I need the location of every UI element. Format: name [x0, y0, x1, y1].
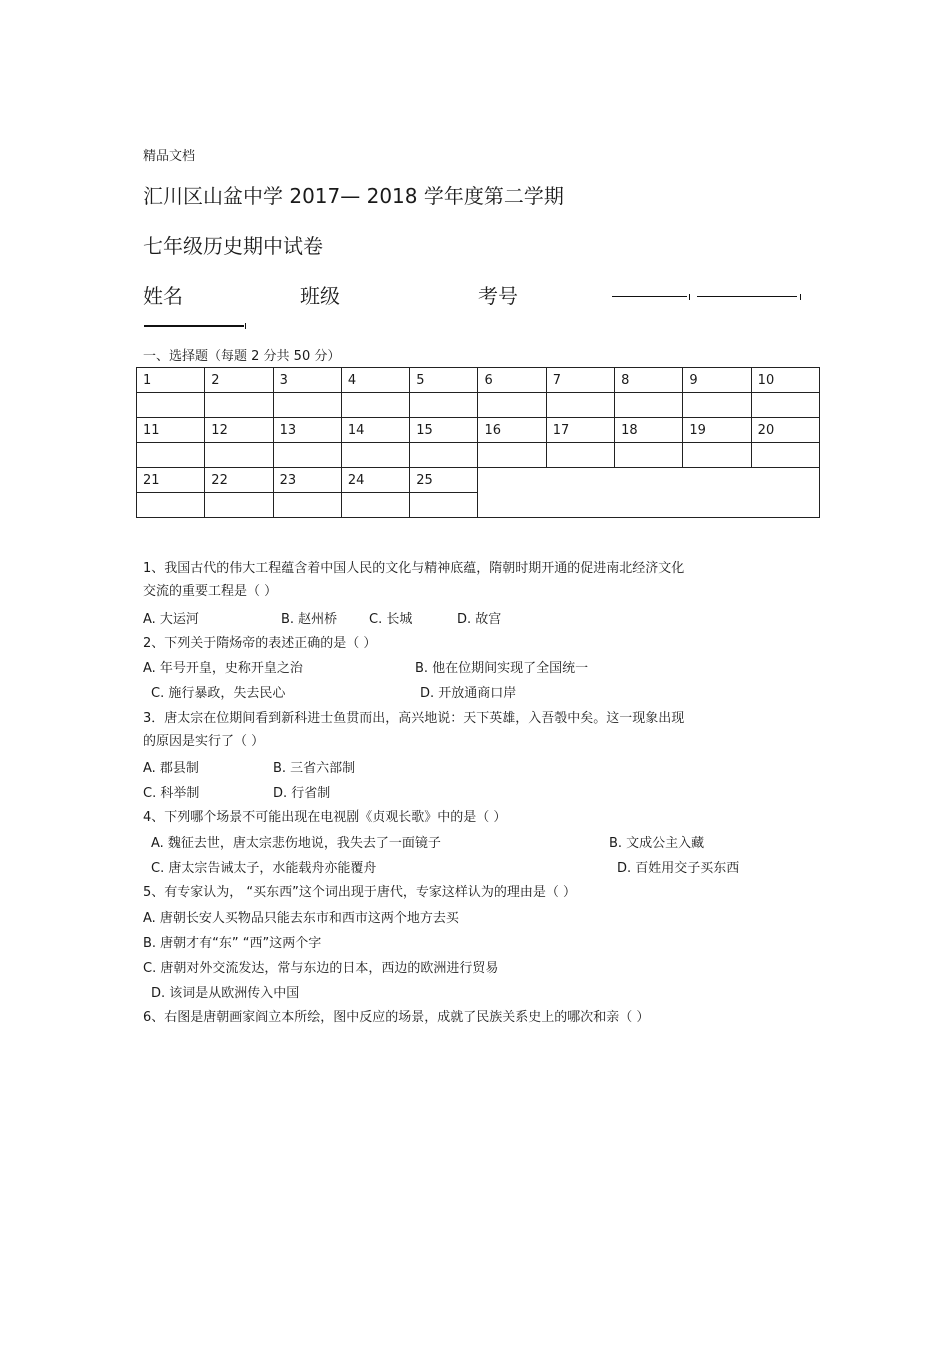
grid-number: 23	[273, 468, 341, 493]
q4-option-c: C. 唐太宗告诫太子，水能载舟亦能覆舟	[151, 861, 377, 876]
answer-cell[interactable]	[615, 443, 683, 468]
q5-option-c: C. 唐朝对外交流发达，常与东边的日本，西边的欧洲进行贸易	[143, 961, 499, 976]
answer-cell[interactable]	[751, 443, 819, 468]
grid-number: 15	[410, 418, 478, 443]
answer-cell[interactable]	[273, 443, 341, 468]
number-row	[137, 368, 820, 393]
grid-number: 18	[615, 418, 683, 443]
answer-cell[interactable]	[546, 443, 614, 468]
answer-cell[interactable]	[546, 393, 614, 418]
answer-row	[137, 393, 820, 418]
q1-stem-line1: 1、我国古代的伟大工程蕴含着中国人民的文化与精神底蕴，隋朝时期开通的促进南北经济文化	[143, 561, 685, 576]
answer-cell[interactable]	[478, 393, 546, 418]
q5-option-d: D. 该词是从欧洲传入中国	[151, 986, 300, 1001]
exam-title: 汇川区山盆中学 2017— 2018 学年度第二学期	[143, 184, 564, 208]
q3-option-c: C. 科举制	[143, 786, 200, 801]
number-label: 考号	[478, 284, 518, 308]
q4-option-d: D. 百姓用交子买东西	[617, 861, 740, 876]
answer-cell[interactable]	[615, 393, 683, 418]
grid-number: 24	[341, 468, 409, 493]
q4-stem: 4、下列哪个场景不可能出现在电视剧《贞观长歌》中的是（ ）	[143, 810, 507, 825]
grid-number: 17	[546, 418, 614, 443]
q2-option-a: A. 年号开皇，史称开皇之治	[143, 661, 303, 676]
blank-tick	[245, 323, 246, 329]
answer-cell[interactable]	[341, 393, 409, 418]
answer-cell[interactable]	[478, 443, 546, 468]
number-row	[137, 468, 820, 493]
answer-cell[interactable]	[683, 443, 751, 468]
grid-number: 3	[273, 368, 341, 393]
grid-number: 9	[683, 368, 751, 393]
q2-option-b: B. 他在位期间实现了全国统一	[415, 661, 589, 676]
watermark: 精品文档	[143, 149, 196, 164]
q3-stem-line2: 的原因是实行了（ ）	[143, 734, 265, 749]
merged-empty-cell	[478, 468, 819, 518]
q3-option-b: B. 三省六部制	[273, 761, 356, 776]
answer-cell[interactable]	[137, 493, 205, 518]
answer-cell[interactable]	[205, 493, 273, 518]
blank-line	[144, 325, 244, 327]
q4-option-b: B. 文成公主入藏	[609, 836, 705, 851]
q5-option-a: A. 唐朝长安人买物品只能去东市和西市这两个地方去买	[143, 911, 459, 926]
blank-tick	[689, 294, 690, 300]
q5-stem: 5、有专家认为， “买东西”这个词出现于唐代，专家这样认为的理由是（ ）	[143, 885, 577, 900]
blank-line	[697, 296, 797, 297]
answer-cell[interactable]	[273, 493, 341, 518]
grid-number: 25	[410, 468, 478, 493]
grid-number: 19	[683, 418, 751, 443]
answer-cell[interactable]	[205, 443, 273, 468]
grid-number: 11	[137, 418, 205, 443]
answer-cell[interactable]	[137, 443, 205, 468]
grid-number: 16	[478, 418, 546, 443]
grid-number: 10	[751, 368, 819, 393]
q1-option-a: A. 大运河	[143, 612, 199, 627]
grid-number: 4	[341, 368, 409, 393]
answer-cell[interactable]	[751, 393, 819, 418]
q3-option-a: A. 郡县制	[143, 761, 199, 776]
grid-number: 12	[205, 418, 273, 443]
q3-option-d: D. 行省制	[273, 786, 331, 801]
class-label: 班级	[300, 284, 340, 308]
grid-number: 5	[410, 368, 478, 393]
grid-number: 22	[205, 468, 273, 493]
section-heading: 一、选择题（每题 2 分共 50 分）	[143, 349, 341, 364]
answer-cell[interactable]	[683, 393, 751, 418]
q1-option-b: B. 赵州桥	[281, 612, 338, 627]
q2-option-c: C. 施行暴政，失去民心	[151, 686, 286, 701]
answer-row	[137, 443, 820, 468]
q1-option-c: C. 长城	[369, 612, 413, 627]
number-row	[137, 418, 820, 443]
exam-subtitle: 七年级历史期中试卷	[143, 234, 323, 258]
answer-cell[interactable]	[137, 393, 205, 418]
grid-number: 20	[751, 418, 819, 443]
grid-number: 21	[137, 468, 205, 493]
q5-option-b: B. 唐朝才有“东” “西”这两个字	[143, 936, 322, 951]
grid-number: 2	[205, 368, 273, 393]
answer-cell[interactable]	[273, 393, 341, 418]
answer-cell[interactable]	[410, 443, 478, 468]
answer-cell[interactable]	[341, 493, 409, 518]
q4-option-a: A. 魏征去世，唐太宗悲伤地说，我失去了一面镜子	[151, 836, 441, 851]
answer-cell[interactable]	[205, 393, 273, 418]
answer-grid	[136, 367, 820, 518]
blank-line	[612, 296, 687, 297]
q2-option-d: D. 开放通商口岸	[420, 686, 517, 701]
blank-tick	[800, 294, 801, 300]
q1-stem-line2: 交流的重要工程是（ ）	[143, 584, 278, 599]
q2-stem: 2、下列关于隋炀帝的表述正确的是（ ）	[143, 636, 377, 651]
answer-cell[interactable]	[341, 443, 409, 468]
grid-number: 8	[615, 368, 683, 393]
grid-number: 1	[137, 368, 205, 393]
grid-number: 6	[478, 368, 546, 393]
q6-stem: 6、右图是唐朝画家阎立本所绘，图中反应的场景，成就了民族关系史上的哪次和亲（ ）	[143, 1010, 650, 1025]
q3-stem-line1: 3．唐太宗在位期间看到新科进士鱼贯而出，高兴地说：天下英雄，入吾彀中矣。这一现象出现	[143, 711, 685, 726]
grid-number: 7	[546, 368, 614, 393]
answer-cell[interactable]	[410, 393, 478, 418]
name-label: 姓名	[143, 284, 183, 308]
grid-number: 13	[273, 418, 341, 443]
answer-cell[interactable]	[410, 493, 478, 518]
q1-option-d: D. 故宫	[457, 612, 502, 627]
grid-number: 14	[341, 418, 409, 443]
